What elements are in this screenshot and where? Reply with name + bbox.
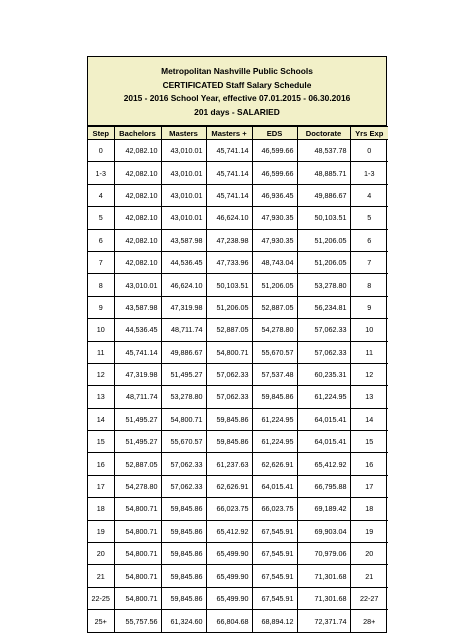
cell-masters: 59,845.86 [161, 498, 206, 520]
column-header-yrs-exp: Yrs Exp [350, 127, 388, 140]
cell-bachelors: 52,887.05 [114, 453, 161, 475]
cell-bachelors: 54,800.71 [114, 587, 161, 609]
table-row [88, 498, 388, 520]
cell-bachelors: 45,741.14 [114, 341, 161, 363]
cell-masters: 47,319.98 [161, 296, 206, 318]
cell-eds: 54,278.80 [252, 319, 297, 341]
salary-schedule-sheet [87, 56, 387, 633]
cell-bachelors: 47,319.98 [114, 363, 161, 385]
cell-masters-plus: 50,103.51 [206, 274, 252, 296]
cell-yrs-exp: 9 [350, 296, 388, 318]
cell-eds: 47,930.35 [252, 229, 297, 251]
cell-masters: 53,278.80 [161, 386, 206, 408]
cell-masters-plus: 54,800.71 [206, 341, 252, 363]
table-row [88, 520, 388, 542]
column-header-masters: Masters [161, 127, 206, 140]
cell-doctorate: 71,301.68 [297, 587, 350, 609]
cell-step: 4 [88, 184, 114, 206]
cell-bachelors: 55,757.56 [114, 610, 161, 632]
cell-step: 21 [88, 565, 114, 587]
cell-masters: 59,845.86 [161, 543, 206, 565]
cell-masters-plus: 65,499.90 [206, 543, 252, 565]
cell-eds: 67,545.91 [252, 520, 297, 542]
table-row [88, 207, 388, 229]
cell-eds: 61,224.95 [252, 408, 297, 430]
table-row [88, 408, 388, 430]
cell-eds: 48,743.04 [252, 251, 297, 273]
table-row [88, 296, 388, 318]
cell-masters: 43,010.01 [161, 184, 206, 206]
cell-step: 10 [88, 319, 114, 341]
cell-bachelors: 42,082.10 [114, 207, 161, 229]
cell-bachelors: 54,800.71 [114, 520, 161, 542]
cell-yrs-exp: 16 [350, 453, 388, 475]
cell-step: 8 [88, 274, 114, 296]
cell-doctorate: 64,015.41 [297, 408, 350, 430]
cell-step: 7 [88, 251, 114, 273]
cell-masters-plus: 47,238.98 [206, 229, 252, 251]
cell-doctorate: 48,885.71 [297, 162, 350, 184]
cell-step: 0 [88, 140, 114, 162]
table-row [88, 610, 388, 632]
cell-bachelors: 54,800.71 [114, 565, 161, 587]
cell-yrs-exp: 13 [350, 386, 388, 408]
column-header-eds: EDS [252, 127, 297, 140]
cell-yrs-exp: 28+ [350, 610, 388, 632]
cell-step: 22-25 [88, 587, 114, 609]
cell-masters-plus: 66,023.75 [206, 498, 252, 520]
cell-eds: 52,887.05 [252, 296, 297, 318]
cell-yrs-exp: 17 [350, 475, 388, 497]
cell-doctorate: 48,537.78 [297, 140, 350, 162]
school-year: 2015 - 2016 School Year, effective 07.01.2015 - 06.30.2016 [123, 93, 351, 103]
cell-masters-plus: 65,412.92 [206, 520, 252, 542]
cell-step: 25+ [88, 610, 114, 632]
table-row [88, 363, 388, 385]
cell-masters-plus: 61,237.63 [206, 453, 252, 475]
cell-masters-plus: 57,062.33 [206, 363, 252, 385]
cell-bachelors: 44,536.45 [114, 319, 161, 341]
cell-bachelors: 48,711.74 [114, 386, 161, 408]
cell-masters: 46,624.10 [161, 274, 206, 296]
cell-masters: 43,587.98 [161, 229, 206, 251]
cell-masters: 59,845.86 [161, 565, 206, 587]
cell-eds: 57,537.48 [252, 363, 297, 385]
cell-masters-plus: 62,626.91 [206, 475, 252, 497]
cell-step: 15 [88, 431, 114, 453]
cell-masters-plus: 47,733.96 [206, 251, 252, 273]
column-header-doctorate: Doctorate [297, 127, 350, 140]
cell-step: 14 [88, 408, 114, 430]
table-row [88, 319, 388, 341]
cell-doctorate: 50,103.51 [297, 207, 350, 229]
cell-yrs-exp: 10 [350, 319, 388, 341]
table-body [88, 140, 388, 633]
cell-masters: 43,010.01 [161, 207, 206, 229]
cell-yrs-exp: 6 [350, 229, 388, 251]
table-row [88, 251, 388, 273]
cell-masters-plus: 59,845.86 [206, 408, 252, 430]
cell-doctorate: 71,301.68 [297, 565, 350, 587]
cell-yrs-exp: 18 [350, 498, 388, 520]
salary-table [88, 126, 388, 632]
cell-bachelors: 42,082.10 [114, 184, 161, 206]
table-row [88, 162, 388, 184]
cell-yrs-exp: 12 [350, 363, 388, 385]
cell-doctorate: 60,235.31 [297, 363, 350, 385]
cell-doctorate: 72,371.74 [297, 610, 350, 632]
cell-masters-plus: 46,624.10 [206, 207, 252, 229]
cell-eds: 68,894.12 [252, 610, 297, 632]
header-row [88, 127, 388, 140]
cell-bachelors: 42,082.10 [114, 229, 161, 251]
table-row [88, 386, 388, 408]
table-row [88, 431, 388, 453]
contract-days: 201 days - SALARIED [194, 106, 280, 117]
cell-bachelors: 54,800.71 [114, 498, 161, 520]
cell-yrs-exp: 0 [350, 140, 388, 162]
table-row [88, 184, 388, 206]
cell-doctorate: 53,278.80 [297, 274, 350, 296]
schedule-title-block [88, 57, 386, 126]
cell-step: 6 [88, 229, 114, 251]
cell-doctorate: 69,903.04 [297, 520, 350, 542]
cell-step: 13 [88, 386, 114, 408]
cell-step: 18 [88, 498, 114, 520]
cell-masters: 44,536.45 [161, 251, 206, 273]
cell-yrs-exp: 19 [350, 520, 388, 542]
cell-step: 17 [88, 475, 114, 497]
cell-yrs-exp: 8 [350, 274, 388, 296]
cell-step: 5 [88, 207, 114, 229]
cell-yrs-exp: 22-27 [350, 587, 388, 609]
cell-bachelors: 51,495.27 [114, 431, 161, 453]
column-header-masters-plus: Masters + [206, 127, 252, 140]
cell-bachelors: 42,082.10 [114, 251, 161, 273]
cell-masters: 51,495.27 [161, 363, 206, 385]
cell-doctorate: 65,412.92 [297, 453, 350, 475]
cell-eds: 46,599.66 [252, 140, 297, 162]
cell-eds: 46,599.66 [252, 162, 297, 184]
cell-yrs-exp: 1-3 [350, 162, 388, 184]
cell-masters-plus: 59,845.86 [206, 431, 252, 453]
cell-step: 20 [88, 543, 114, 565]
cell-eds: 51,206.05 [252, 274, 297, 296]
cell-eds: 64,015.41 [252, 475, 297, 497]
cell-eds: 55,670.57 [252, 341, 297, 363]
cell-masters: 43,010.01 [161, 162, 206, 184]
cell-bachelors: 42,082.10 [114, 162, 161, 184]
cell-step: 19 [88, 520, 114, 542]
cell-masters: 61,324.60 [161, 610, 206, 632]
cell-eds: 67,545.91 [252, 587, 297, 609]
cell-eds: 67,545.91 [252, 543, 297, 565]
cell-yrs-exp: 7 [350, 251, 388, 273]
cell-bachelors: 54,800.71 [114, 543, 161, 565]
cell-yrs-exp: 20 [350, 543, 388, 565]
cell-eds: 46,936.45 [252, 184, 297, 206]
cell-step: 16 [88, 453, 114, 475]
cell-masters-plus: 45,741.14 [206, 140, 252, 162]
cell-bachelors: 54,278.80 [114, 475, 161, 497]
cell-eds: 61,224.95 [252, 431, 297, 453]
cell-bachelors: 42,082.10 [114, 140, 161, 162]
cell-bachelors: 43,587.98 [114, 296, 161, 318]
cell-eds: 47,930.35 [252, 207, 297, 229]
table-row [88, 587, 388, 609]
cell-eds: 67,545.91 [252, 565, 297, 587]
cell-yrs-exp: 11 [350, 341, 388, 363]
cell-masters-plus: 45,741.14 [206, 184, 252, 206]
cell-masters-plus: 52,887.05 [206, 319, 252, 341]
cell-yrs-exp: 4 [350, 184, 388, 206]
cell-yrs-exp: 21 [350, 565, 388, 587]
cell-masters: 57,062.33 [161, 475, 206, 497]
cell-masters: 55,670.57 [161, 431, 206, 453]
cell-doctorate: 70,979.06 [297, 543, 350, 565]
table-row [88, 229, 388, 251]
cell-masters: 59,845.86 [161, 587, 206, 609]
cell-masters: 54,800.71 [161, 408, 206, 430]
cell-doctorate: 57,062.33 [297, 319, 350, 341]
cell-doctorate: 51,206.05 [297, 251, 350, 273]
cell-step: 1-3 [88, 162, 114, 184]
cell-masters-plus: 45,741.14 [206, 162, 252, 184]
cell-masters: 48,711.74 [161, 319, 206, 341]
cell-doctorate: 51,206.05 [297, 229, 350, 251]
table-row [88, 341, 388, 363]
cell-masters: 59,845.86 [161, 520, 206, 542]
table-row [88, 475, 388, 497]
cell-bachelors: 51,495.27 [114, 408, 161, 430]
cell-doctorate: 64,015.41 [297, 431, 350, 453]
cell-doctorate: 49,886.67 [297, 184, 350, 206]
cell-masters-plus: 65,499.90 [206, 565, 252, 587]
cell-masters: 49,886.67 [161, 341, 206, 363]
cell-eds: 59,845.86 [252, 386, 297, 408]
cell-masters: 57,062.33 [161, 453, 206, 475]
cell-masters-plus: 51,206.05 [206, 296, 252, 318]
column-header-step: Step [88, 127, 114, 140]
district-name: Metropolitan Nashville Public Schools [161, 66, 313, 76]
cell-bachelors: 43,010.01 [114, 274, 161, 296]
column-header-bachelors: Bachelors [114, 127, 161, 140]
cell-yrs-exp: 5 [350, 207, 388, 229]
table-row [88, 140, 388, 162]
cell-step: 9 [88, 296, 114, 318]
cell-masters: 43,010.01 [161, 140, 206, 162]
table-row [88, 543, 388, 565]
schedule-name: CERTIFICATED Staff Salary Schedule [162, 79, 312, 90]
cell-doctorate: 56,234.81 [297, 296, 350, 318]
cell-masters-plus: 57,062.33 [206, 386, 252, 408]
table-row [88, 274, 388, 296]
cell-masters-plus: 65,499.90 [206, 587, 252, 609]
cell-doctorate: 57,062.33 [297, 341, 350, 363]
table-row [88, 453, 388, 475]
cell-yrs-exp: 14 [350, 408, 388, 430]
cell-eds: 62,626.91 [252, 453, 297, 475]
cell-masters-plus: 66,804.68 [206, 610, 252, 632]
cell-step: 12 [88, 363, 114, 385]
cell-doctorate: 69,189.42 [297, 498, 350, 520]
cell-doctorate: 61,224.95 [297, 386, 350, 408]
cell-step: 11 [88, 341, 114, 363]
cell-yrs-exp: 15 [350, 431, 388, 453]
cell-eds: 66,023.75 [252, 498, 297, 520]
table-row [88, 565, 388, 587]
cell-doctorate: 66,795.88 [297, 475, 350, 497]
